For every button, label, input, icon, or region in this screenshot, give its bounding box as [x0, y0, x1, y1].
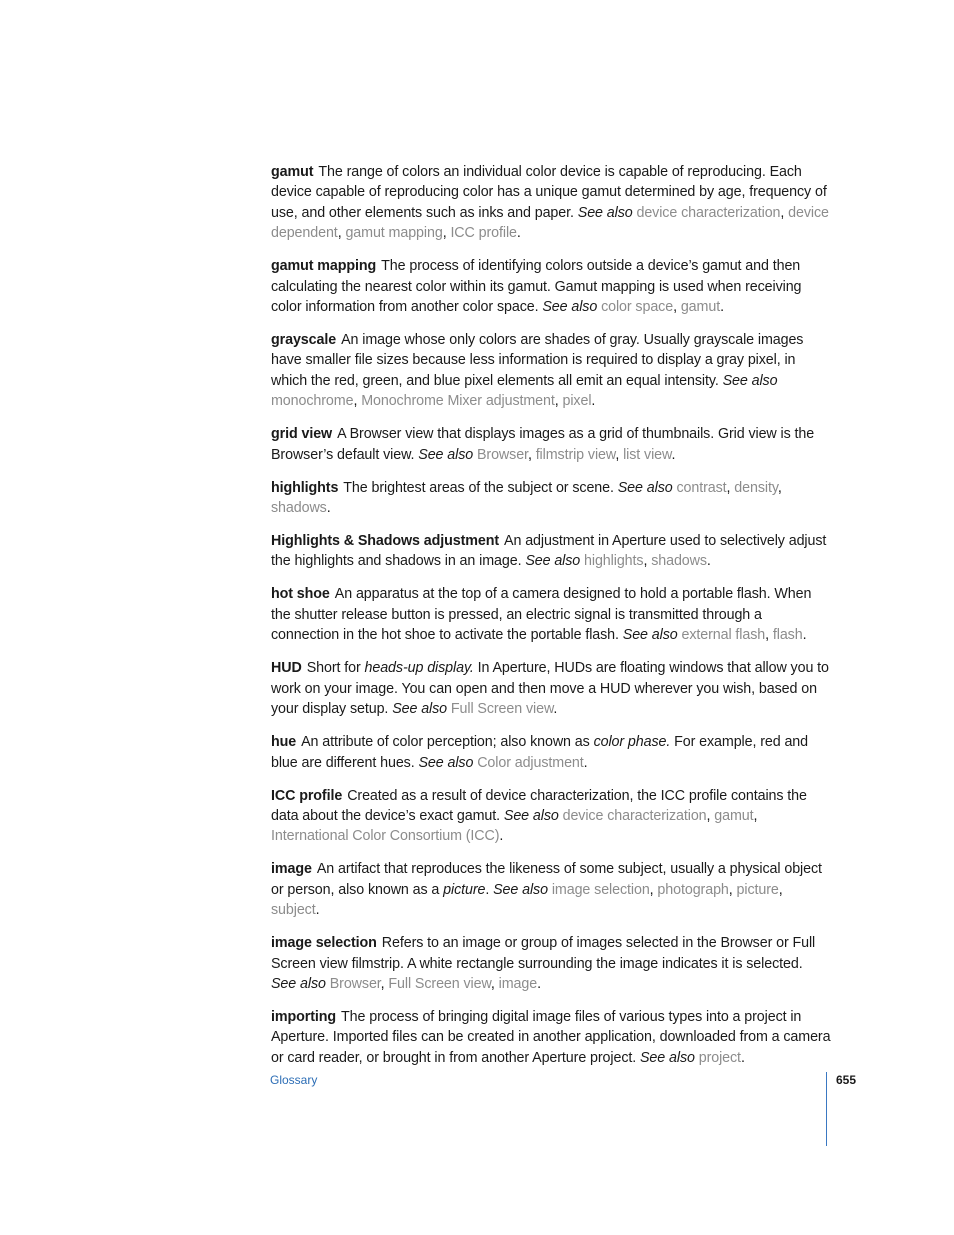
definition-text: An artifact that reproduces the likeness of some subject, usually a physical object or person, also known as a [271, 861, 822, 898]
italic-text: See also [525, 553, 581, 570]
definition-text: An attribute of color perception; also known as [301, 734, 594, 751]
definition-text: An image whose only colors are shades of gray. Usually grayscale images have smaller file sizes because less information is required to display a gray pixel, in which the red, green, and blue pixel elements all emit an equal intensity. [271, 332, 804, 389]
glossary-entry [271, 162, 831, 244]
cross-reference-link[interactable]: gamut mapping [345, 225, 443, 242]
glossary-term: HUD [271, 660, 302, 677]
definition-text: . [802, 627, 807, 644]
glossary-entry [271, 1007, 831, 1068]
glossary-content [271, 162, 831, 1081]
definition-text: , [337, 225, 346, 242]
glossary-entry [271, 786, 831, 847]
cross-reference-link[interactable]: device dependent [271, 204, 829, 242]
italic-text: color phase. [593, 734, 671, 751]
glossary-term: importing [271, 1008, 337, 1025]
cross-reference-link[interactable]: flash [772, 627, 803, 644]
definition-text: . [485, 881, 494, 898]
definition-text: , [649, 881, 658, 898]
italic-text: picture [443, 881, 486, 898]
italic-text: See also [640, 1049, 695, 1066]
italic-text: See also [418, 446, 474, 463]
cross-reference-link[interactable]: contrast [676, 479, 727, 496]
definition-text: An adjustment in Aperture used to selectively adjust the highlights and shadows in an image. [271, 533, 827, 570]
glossary-entry [271, 256, 831, 317]
cross-reference-link[interactable]: gamut [714, 807, 754, 824]
definition-text: Refers to an image or group of images selected in the Browser or Full Screen view filmstrip. A white rectangle surrounding the image indicates it is selected. [271, 935, 816, 972]
cross-reference-link[interactable]: highlights [584, 553, 644, 570]
italic-text: See also [271, 975, 326, 992]
italic-text: See also [722, 372, 778, 389]
italic-text: See also [617, 479, 673, 496]
definition-text: , [490, 975, 499, 992]
italic-text: See also [542, 299, 598, 316]
definition-text: , [380, 975, 389, 992]
cross-reference-link[interactable]: pixel [562, 393, 592, 410]
definition-text: , [615, 446, 624, 463]
definition-text: In Aperture, HUDs are floating windows that allow you to work on your image. You can open and then move a HUD wherever you wish, based on your display setup. [271, 660, 829, 718]
glossary-term: hue [271, 734, 297, 751]
definition-text: , [442, 225, 451, 242]
italic-text: See also [577, 204, 633, 221]
footer-divider [826, 1072, 827, 1146]
italic-text: See also [392, 701, 448, 718]
definition-text: . [537, 975, 541, 992]
cross-reference-link[interactable]: monochrome [271, 393, 354, 410]
footer-section-link[interactable]: Glossary [270, 1073, 318, 1087]
cross-reference-link[interactable]: Monochrome Mixer adjustment [361, 393, 555, 410]
glossary-term: highlights [271, 479, 339, 496]
page-number: 655 [836, 1073, 857, 1087]
cross-reference-link[interactable]: Full Screen view [388, 975, 491, 992]
definition-text: An apparatus at the top of a camera designed to hold a portable flash. When the shutter release button is pressed, an electric signal is transmitted through a connection in the hot shoe to activate the portable flash. [271, 586, 812, 644]
cross-reference-link[interactable]: Color adjustment [477, 754, 584, 771]
cross-reference-link[interactable]: density [734, 479, 778, 496]
definition-text: . [315, 902, 320, 919]
definition-text: , [728, 881, 737, 898]
definition-text: , [777, 479, 782, 496]
definition-text: . [553, 701, 558, 718]
cross-reference-link[interactable]: device characterization [636, 204, 781, 221]
definition-text: , [353, 393, 362, 410]
definition-text: Created as a result of device characterization, the ICC profile contains the data about the device’s exact gamut. [271, 787, 807, 824]
definition-text: , [765, 627, 773, 644]
cross-reference-link[interactable]: project [698, 1049, 741, 1066]
glossary-entry [271, 933, 831, 994]
definition-text: . [583, 754, 588, 771]
glossary-term: Highlights & Shadows adjustment [271, 533, 500, 550]
cross-reference-link[interactable]: color space [601, 299, 674, 316]
italic-text: See also [418, 754, 474, 771]
definition-text: . [326, 500, 331, 517]
definition-text: . [499, 828, 504, 845]
definition-text: The process of identifying colors outside a device’s gamut and then calculating the nearest color within its gamut. Gamut mapping is used when receiving color information from another color space. [271, 258, 802, 316]
glossary-entry [271, 478, 831, 519]
glossary-entry [271, 584, 831, 645]
definition-text: , [753, 807, 758, 824]
definition-text: . [516, 225, 521, 242]
glossary-term: ICC profile [271, 787, 343, 804]
definition-text: , [643, 553, 652, 570]
italic-text: See also [622, 627, 678, 644]
glossary-entry [271, 732, 831, 773]
glossary-term: grayscale [271, 332, 337, 349]
cross-reference-link[interactable]: Full Screen view [450, 701, 554, 718]
cross-reference-link[interactable]: device characterization [562, 807, 707, 824]
glossary-entry [271, 424, 831, 465]
cross-reference-link[interactable]: list view [623, 446, 672, 463]
italic-text: See also [493, 881, 548, 898]
cross-reference-link[interactable]: photograph [657, 881, 729, 898]
italic-text: heads-up display. [364, 660, 474, 677]
cross-reference-link[interactable]: filmstrip view [535, 446, 616, 463]
cross-reference-link[interactable]: ICC profile [450, 225, 517, 242]
cross-reference-link[interactable]: shadows [271, 500, 327, 517]
cross-reference-link[interactable]: Browser [329, 975, 381, 992]
cross-reference-link[interactable]: Browser [476, 446, 528, 463]
glossary-term: grid view [271, 426, 333, 443]
glossary-term: gamut [271, 164, 314, 180]
definition-text: , [527, 446, 536, 463]
glossary-term: hot shoe [271, 586, 330, 603]
definition-text: , [780, 204, 789, 221]
cross-reference-link[interactable]: picture [736, 881, 779, 898]
definition-text: , [554, 393, 563, 410]
definition-text: , [726, 479, 735, 496]
definition-text: . [591, 393, 596, 410]
definition-text: , [673, 299, 681, 316]
italic-text: See also [503, 807, 559, 824]
definition-text: Short for [306, 660, 365, 677]
cross-reference-link[interactable]: image selection [551, 881, 650, 898]
glossary-entry [271, 658, 831, 719]
definition-text: The process of bringing digital image files of various types into a project in Aperture. Imported files can be created in another application, downloaded from a camera or card reader, or brought in from another Aperture project. [271, 1008, 831, 1066]
glossary-entry [271, 859, 831, 920]
definition-text: , [778, 881, 783, 898]
definition-text: The range of colors an individual color device is capable of reproducing. Each device capable of reproducing color has a unique gamut determined by age, frequency of use, and other elements such as inks and paper. [271, 164, 827, 221]
definition-text: The brightest areas of the subject or scene. [343, 479, 618, 496]
glossary-entry [271, 330, 831, 412]
cross-reference-link[interactable]: gamut [680, 299, 721, 316]
definition-text: A Browser view that displays images as a grid of thumbnails. Grid view is the Browser’s default view. [271, 426, 815, 463]
cross-reference-link[interactable]: external flash [681, 627, 766, 644]
definition-text: . [720, 299, 724, 316]
cross-reference-link[interactable]: International Color Consortium (ICC) [271, 828, 500, 845]
definition-text: . [740, 1049, 745, 1066]
cross-reference-link[interactable]: shadows [651, 553, 707, 570]
definition-text: . [706, 553, 711, 570]
cross-reference-link[interactable]: image [498, 975, 538, 992]
definition-text: , [706, 807, 715, 824]
glossary-entry [271, 531, 831, 572]
definition-text: For example, red and blue are different hues. [271, 734, 809, 771]
definition-text: . [671, 446, 676, 463]
cross-reference-link[interactable]: subject [271, 902, 316, 919]
glossary-term: image selection [271, 935, 377, 952]
glossary-term: gamut mapping [271, 258, 377, 275]
glossary-term: image [271, 861, 312, 878]
